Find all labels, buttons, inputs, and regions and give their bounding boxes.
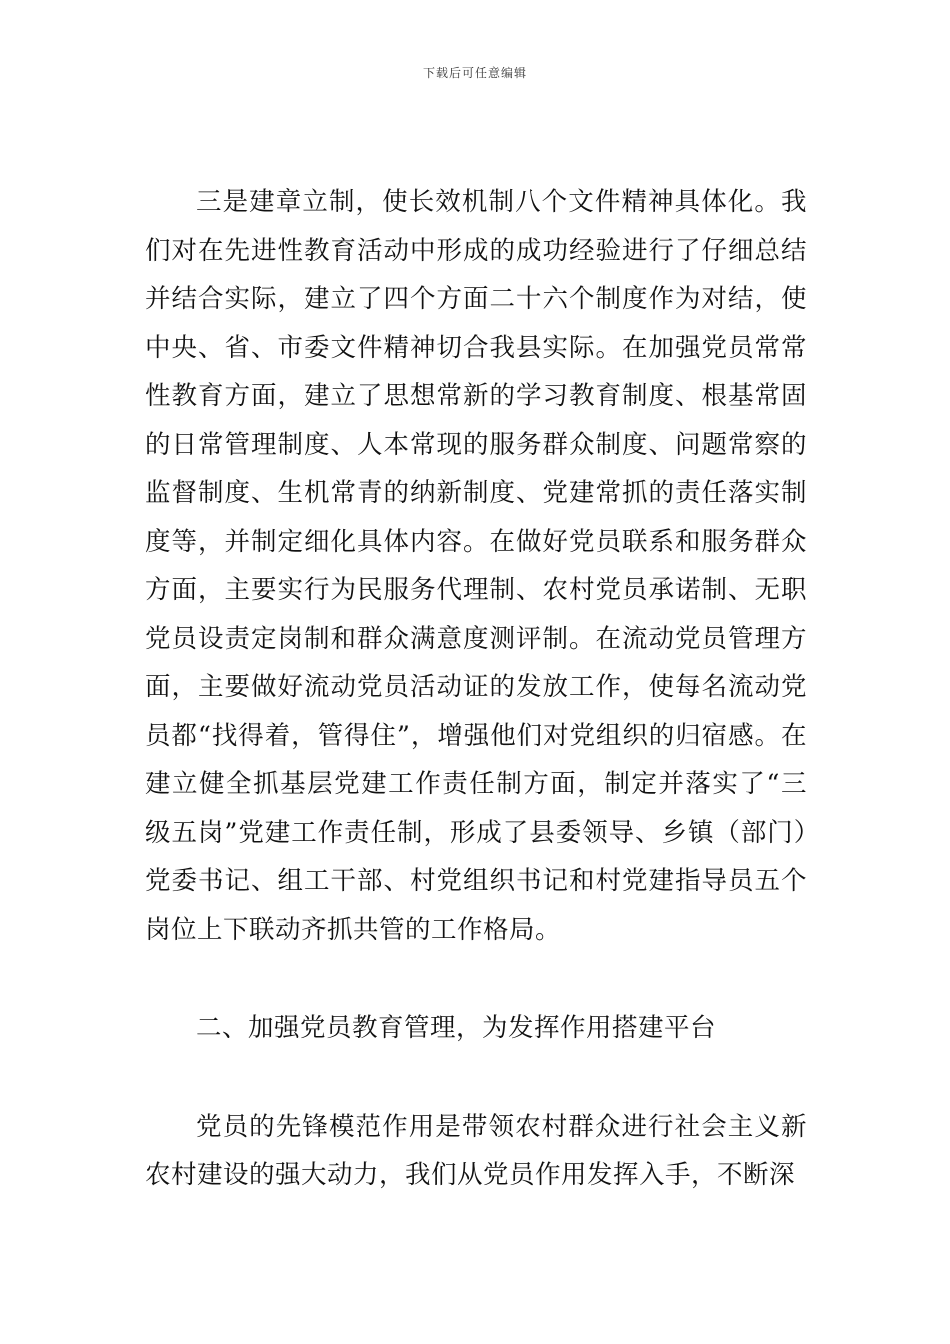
section-heading: 二、加强党员教育管理，为发挥作用搭建平台 xyxy=(196,1013,717,1043)
paragraph-party-member-role: 党员的先锋模范作用是带领农村群众进行社会主义新农村建设的强大动力，我们从党员作用发挥入手，不断深 xyxy=(145,1111,807,1190)
paragraph-institution-building: 三是建章立制，使长效机制八个文件精神具体化。我们对在先进性教育活动中形成的成功经验进行了仔细总结并结合实际，建立了四个方面二十六个制度作为对结，使中央、省、市委文件精神切合我县实际。在加强党员常常性教育方面，建立了思想常新的学习教育制度、根基常固的日常管理制度、人本常现的服务群众制度、问题常察的监督制度、生机常青的纳新制度、党建常抓的责任落实制度等，并制定细化具体内容。在做好党员联系和服务群众方面，主要实行为民服务代理制、农村党员承诺制、无职党员设责定岗制和群众满意度测评制。在流动党员管理方面，主要做好流动党员活动证的发放工作，使每名流动党员都“找得着，管得住”，增强他们对党组织的归宿感。在建立健全抓基层党建工作责任制方面，制定并落实了“三级五岗”党建工作责任制，形成了县委领导、乡镇（部门）党委书记、组工干部、村党组织书记和村党建指导员五个岗位上下联动齐抓共管的工作格局。 xyxy=(145,187,807,945)
page-header-note: 下载后可任意编辑 xyxy=(422,66,527,80)
document-body xyxy=(145,178,807,1200)
